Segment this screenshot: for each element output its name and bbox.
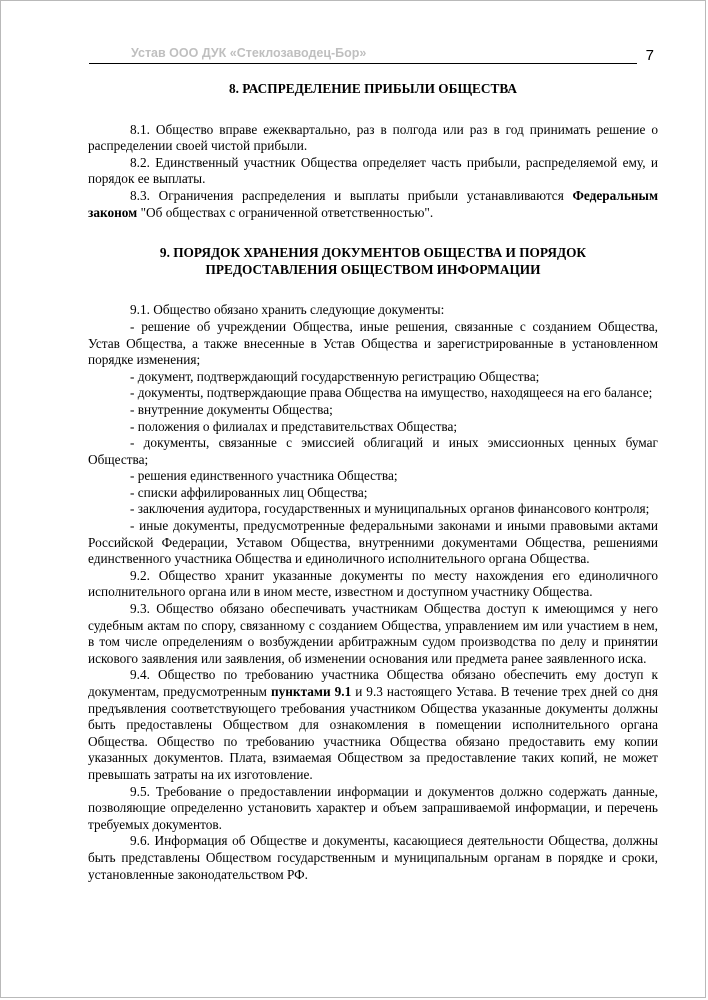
- list-item: - документы, связанные с эмиссией облигаций и иных эмиссионных ценных бумаг Общества;: [88, 435, 658, 467]
- paragraph-8-3: [88, 188, 658, 221]
- list-item: - заключения аудитора, государственных и муниципальных органов финансового контроля;: [130, 501, 650, 517]
- header-title: Устав ООО ДУК «Стеклозаводец-Бор»: [131, 46, 367, 60]
- section-8-heading: 8. РАСПРЕДЕЛЕНИЕ ПРИБЫЛИ ОБЩЕСТВА: [228, 81, 518, 96]
- paragraph-9-1-intro: 9.1. Общество обязано хранить следующие документы:: [130, 302, 445, 318]
- section-9-heading-line-1: 9. ПОРЯДОК ХРАНЕНИЯ ДОКУМЕНТОВ ОБЩЕСТВА И ПОРЯДОК: [159, 245, 587, 261]
- paragraph-8-2: 8.2. Единственный участник Общества определяет часть прибыли, распределяемой ему, и порядок ее выплаты.: [88, 154, 658, 187]
- paragraph-9-5: 9.5. Требование о предоставлении информации и документов должно содержать данные, позволяющие определенно установить характер и объем запрашиваемой информации, и перечень требуемых документов.: [88, 783, 658, 832]
- list-item: - документ, подтверждающий государственную регистрацию Общества;: [130, 368, 540, 384]
- list-item: - документы, подтверждающие права Общества на имущество, находящееся на его балансе;: [130, 385, 653, 401]
- section-9-heading: [88, 245, 658, 278]
- paragraph-9-6: 9.6. Информация об Обществе и документы, касающиеся деятельности Общества, должны быть представлены Обществом государственным и муниципальным органам в порядке и сроки, установленные законодательством РФ.: [88, 833, 658, 882]
- paragraph-9-4: [88, 667, 658, 783]
- paragraph-9-4-bold: пунктами 9.1: [270, 684, 352, 699]
- document-body: [88, 81, 658, 883]
- list-item: - внутренние документы Общества;: [130, 401, 333, 417]
- page-header: [89, 46, 637, 64]
- page-number: 7: [645, 47, 654, 64]
- paragraph-9-4-text-start: 9.4. Общество по требованию участника Общества обязано обеспечить ему доступ к документам, предусмотренным: [88, 667, 658, 699]
- list-item: - решение об учреждении Общества, иные решения, связанные с созданием Общества, Устав Общества, а также внесенные в Устав Общества и зарегистрированные в установленном порядке изменения;: [88, 318, 658, 368]
- list-item: - иные документы, предусмотренные федеральными законами и иными правовыми актами Российской Федерации, Уставом Общества, внутренними документами Общества, решениями единственного участника Общества и единоличного исполнительного органа Общества.: [88, 518, 658, 567]
- list-item: - положения о филиалах и представительствах Общества;: [130, 418, 458, 434]
- paragraph-8-3-text-start: 8.3. Ограничения распределения и выплаты прибыли устанавливаются: [130, 187, 573, 203]
- paragraph-8-1: 8.1. Общество вправе ежеквартально, раз в полгода или раз в год принимать решение о распределении своей чистой прибыли.: [88, 121, 658, 154]
- paragraph-9-2: 9.2. Общество хранит указанные документы по месту нахождения его единоличного исполнительного органа или в ином месте, известном и доступном участнику Общества.: [88, 567, 658, 600]
- paragraph-8-3-text-end: "Об обществах с ограниченной ответственностью".: [137, 204, 434, 220]
- paragraph-8-3-bold: Федеральным законом: [88, 187, 658, 220]
- section-9-heading-line-2: ПРЕДОСТАВЛЕНИЯ ОБЩЕСТВОМ ИНФОРМАЦИИ: [205, 261, 541, 277]
- paragraph-9-4-text-end: и 9.3 настоящего Устава. В течение трех дней со дня предъявления соответствующего требования участником Общества указанные документы должны быть предоставлены Обществом для ознакомления в помещении исполнительного органа Общества. Общество по требованию участника Общества обязано предоставить ему копии указанных документов. Плата, взимаемая Обществом за предоставление таких копий, не может превышать затраты на их изготовление.: [88, 684, 659, 782]
- paragraph-9-3: 9.3. Общество обязано обеспечивать участникам Общества доступ к имеющимся у него судебным актам по спору, связанному с созданием Общества, управлением им или участием в нем, в том числе определениям о возбуждении арбитражным судом производства по делу и принятии искового заявления или заявления, об изменении основания или предмета ранее заявленного иска.: [88, 601, 658, 666]
- list-item: - решения единственного участника Общества;: [130, 468, 398, 484]
- list-item: - списки аффилированных лиц Общества;: [130, 484, 368, 500]
